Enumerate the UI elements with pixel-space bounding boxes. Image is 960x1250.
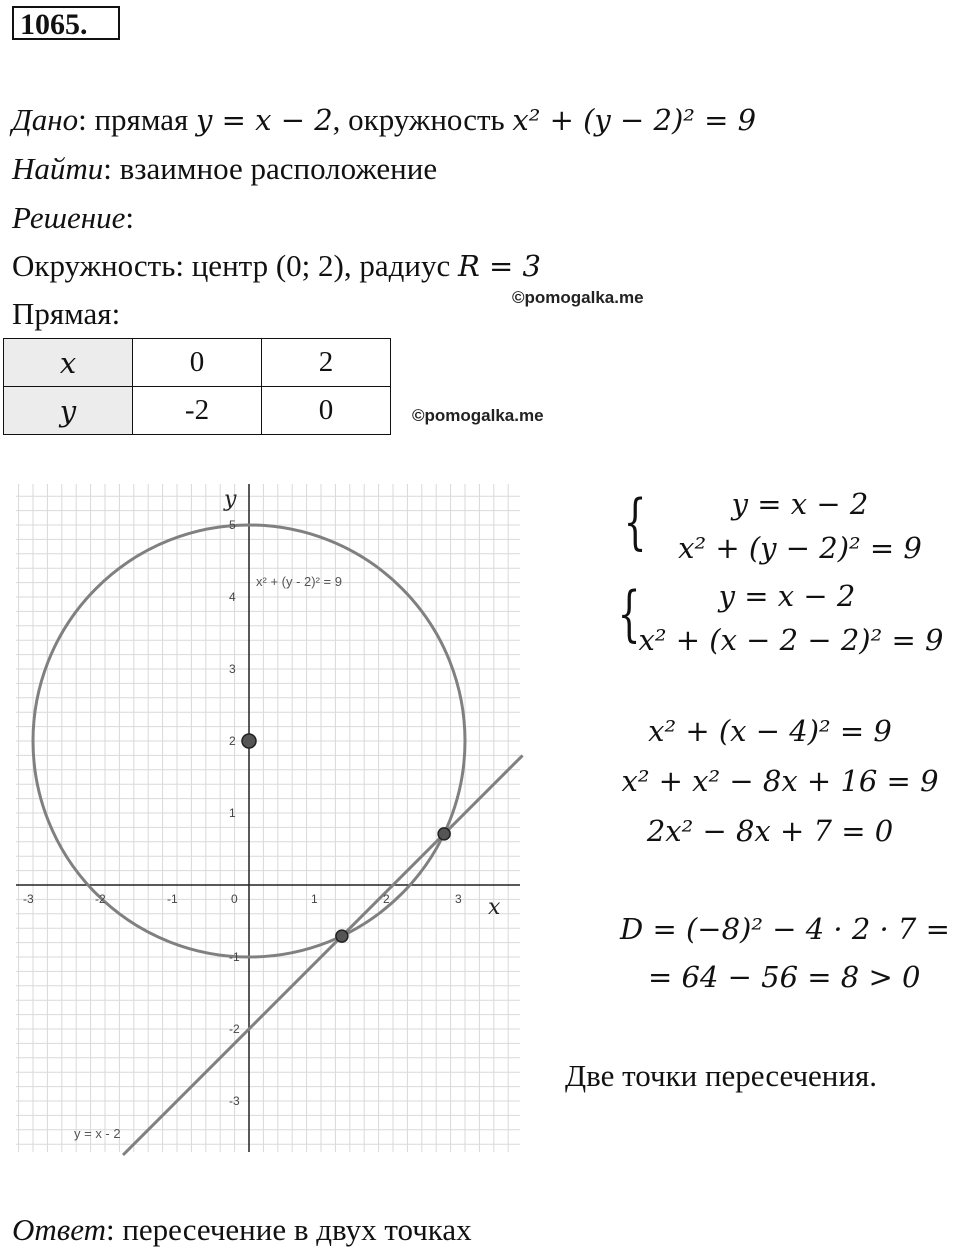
given-line-equation: y = x − 2 [196, 103, 333, 137]
x-tick-label: 2 [383, 892, 390, 906]
given-text-b: , окружность [332, 102, 513, 137]
find-label: Найти [12, 151, 104, 186]
table-cell: 0 [262, 387, 391, 435]
watermark-table: ©pomogalka.me [412, 406, 544, 425]
circle-label: x² + (y - 2)² = 9 [256, 574, 342, 589]
problem-number: 1065. [12, 6, 120, 40]
table-head-y: y [4, 387, 133, 435]
answer-text: : пересечение в двух точках [105, 1212, 472, 1247]
y-tick-label: 4 [229, 590, 236, 604]
discriminant-1: D = (−8)² − 4 · 2 · 7 = [620, 912, 950, 946]
system1-eq2: x² + (y − 2)² = 9 [678, 531, 922, 565]
intersection-point [336, 930, 348, 942]
y-tick-label: 3 [229, 662, 236, 676]
system2-brace: { [617, 579, 641, 649]
answer-line [12, 1212, 472, 1248]
system1-eq1: y = x − 2 [731, 487, 869, 521]
answer-label: Ответ [12, 1212, 106, 1247]
system1-brace: { [623, 487, 647, 557]
coordinate-graph [0, 470, 540, 1160]
find-text: : взаимное расположение [103, 151, 438, 186]
table-cell: 2 [262, 339, 391, 387]
y-axis-label: y [224, 487, 237, 512]
find-line [12, 151, 437, 187]
watermark-top: ©pomogalka.me [512, 288, 644, 307]
x-axis-label: x [488, 895, 501, 920]
system2-eq2: x² + (x − 2 − 2)² = 9 [638, 623, 944, 657]
y-tick-label: 2 [229, 734, 236, 748]
x-tick-label: -1 [167, 892, 178, 906]
circle-info-text: Окружность: центр (0; 2), радиус [12, 248, 458, 283]
given-text-a: : прямая [78, 102, 196, 137]
x-tick-label: 1 [311, 892, 318, 906]
line-curve [123, 755, 523, 1155]
line-label-graph: y = x - 2 [74, 1126, 121, 1141]
system2-eq1: y = x − 2 [718, 579, 856, 613]
values-table [3, 338, 391, 435]
circle-info-line [12, 248, 541, 284]
given-circle-equation: x² + (y − 2)² = 9 [512, 103, 757, 137]
conclusion: Две точки пересечения. [565, 1058, 877, 1093]
table-row [4, 387, 391, 435]
step-3: 2x² − 8x + 7 = 0 [646, 814, 894, 848]
given-line [12, 102, 756, 138]
x-tick-label: 3 [455, 892, 462, 906]
table-cell: 0 [133, 339, 262, 387]
x-tick-label: 0 [231, 892, 238, 906]
y-tick-label: 5 [229, 518, 236, 532]
intersection-point [438, 828, 450, 840]
table-row [4, 339, 391, 387]
center-point [242, 734, 256, 748]
y-tick-label: -3 [229, 1094, 240, 1108]
line-label: Прямая: [12, 296, 121, 331]
y-tick-label: 1 [229, 806, 236, 820]
table-head-x: x [4, 339, 133, 387]
given-label: Дано [12, 102, 79, 137]
circle-radius: R = 3 [457, 249, 542, 283]
x-tick-label: -2 [95, 892, 106, 906]
x-tick-label: -3 [23, 892, 34, 906]
solution-line [12, 200, 134, 236]
solution-text: : [125, 200, 134, 235]
step-1: x² + (x − 4)² = 9 [648, 714, 892, 748]
step-2: x² + x² − 8x + 16 = 9 [621, 764, 939, 798]
discriminant-2: = 64 − 56 = 8 > 0 [648, 960, 921, 994]
y-tick-label: -2 [229, 1022, 240, 1036]
y-tick-label: -1 [229, 950, 240, 964]
table-cell: -2 [133, 387, 262, 435]
solution-label: Решение [12, 200, 126, 235]
